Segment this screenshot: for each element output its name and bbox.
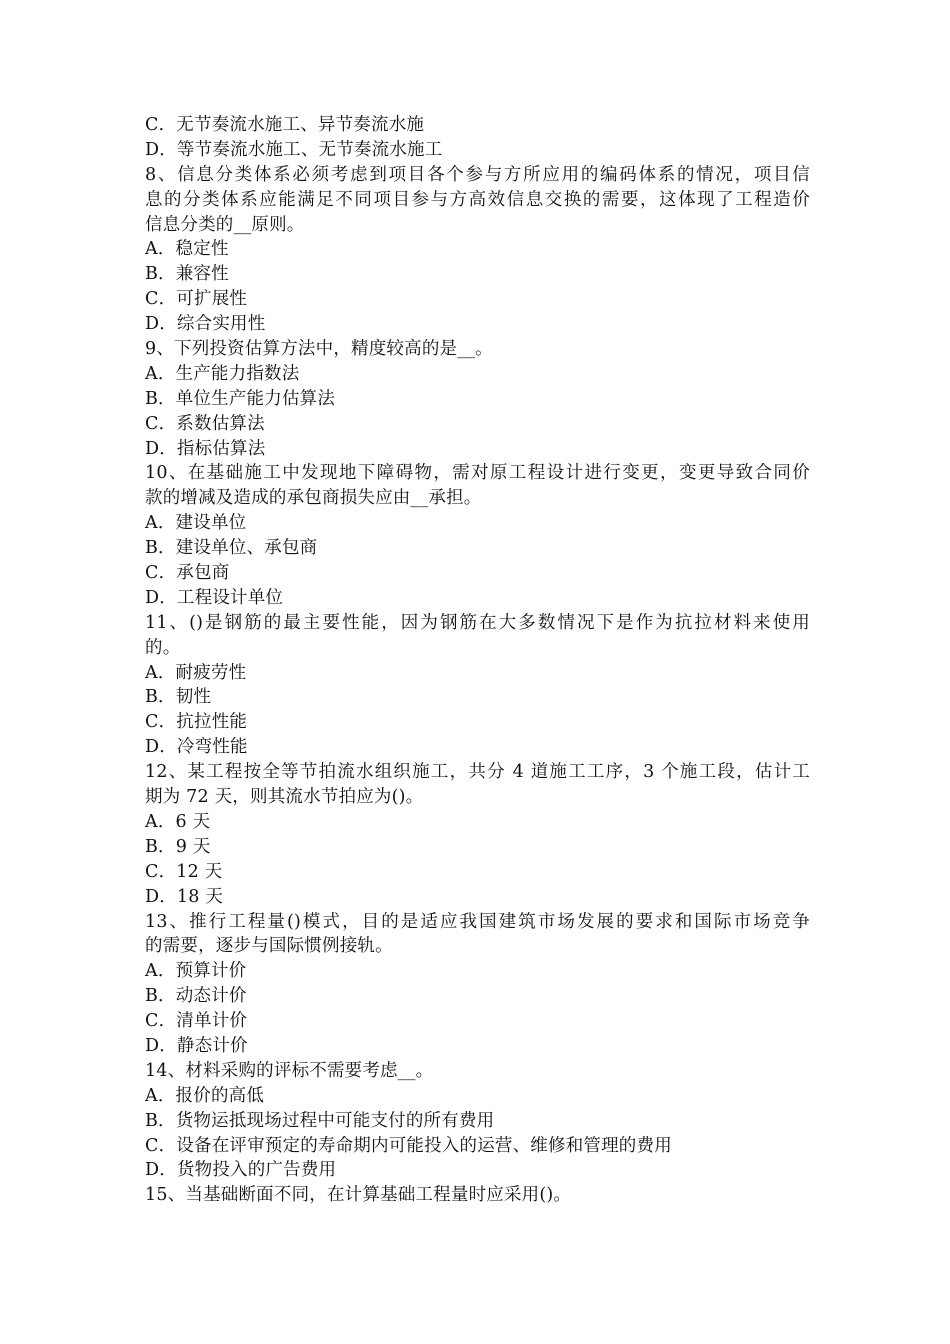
text-line: A．耐疲劳性 [145,662,247,683]
text-line: D．等节奏流水施工、无节奏流水施工 [145,139,443,160]
text-line: 12、某工程按全等节拍流水组织施工，共分 4 道施工工序，3 个施工段，估计工 [145,762,810,783]
text-line: 8、信息分类体系必须考虑到项目各个参与方所应用的编码体系的情况，项目信 [145,164,810,185]
text-line: A．稳定性 [145,239,229,260]
text-line: C．设备在评审预定的寿命期内可能投入的运营、维修和管理的费用 [145,1135,672,1156]
text-line: D．货物投入的广告费用 [145,1160,337,1181]
text-line: B．兼容性 [145,264,229,285]
text-line: B．9 天 [145,836,211,857]
text-line: D．工程设计单位 [145,587,284,608]
text-line: D．18 天 [145,886,224,907]
text-line: D．综合实用性 [145,314,266,335]
text-line: B．韧性 [145,687,212,708]
text-line: C．承包商 [145,563,230,584]
text-line: A．建设单位 [145,513,247,534]
text-line: C．可扩展性 [145,289,248,310]
document-body [145,113,810,1208]
text-line: C．抗拉性能 [145,712,248,733]
text-line: C．系数估算法 [145,413,265,434]
text-line: A．预算计价 [145,961,247,982]
text-line: D．静态计价 [145,1035,248,1056]
text-line: 的需要，逐步与国际惯例接轨。 [145,936,393,957]
text-line: B．货物运抵现场过程中可能支付的所有费用 [145,1110,495,1131]
text-line: 息的分类体系应能满足不同项目参与方高效信息交换的需要，这体现了工程造价 [145,189,810,210]
text-line: 10、在基础施工中发现地下障碍物，需对原工程设计进行变更，变更导致合同价 [145,463,810,484]
text-line: 13、推行工程量()模式，目的是适应我国建筑市场发展的要求和国际市场竞争 [145,911,810,932]
text-line: 信息分类的__原则。 [145,214,305,235]
text-line: 期为 72 天，则其流水节拍应为()。 [145,787,424,808]
text-line: 款的增减及造成的承包商损失应由__承担。 [145,488,482,509]
text-line: B．动态计价 [145,986,247,1007]
text-line: C．无节奏流水施工、异节奏流水施 [145,115,425,135]
text-line: D．冷弯性能 [145,737,248,758]
text-line: D．指标估算法 [145,438,266,459]
text-line: A．报价的高低 [145,1085,265,1106]
text-line: A．生产能力指数法 [145,363,300,384]
text-line: C．清单计价 [145,1011,248,1032]
text-line: B．单位生产能力估算法 [145,388,336,409]
text-line: 9、下列投资估算方法中，精度较高的是__。 [145,339,493,360]
text-line: 11、()是钢筋的最主要性能，因为钢筋在大多数情况下是作为抗拉材料来使用 [145,612,810,633]
text-line: 14、材料采购的评标不需要考虑__。 [145,1060,434,1081]
text-line: C．12 天 [145,861,223,882]
text-line: A．6 天 [145,811,211,832]
text-line: 的。 [145,637,181,658]
text-line: B．建设单位、承包商 [145,538,318,559]
text-line: 15、当基础断面不同，在计算基础工程量时应采用()。 [145,1185,572,1206]
